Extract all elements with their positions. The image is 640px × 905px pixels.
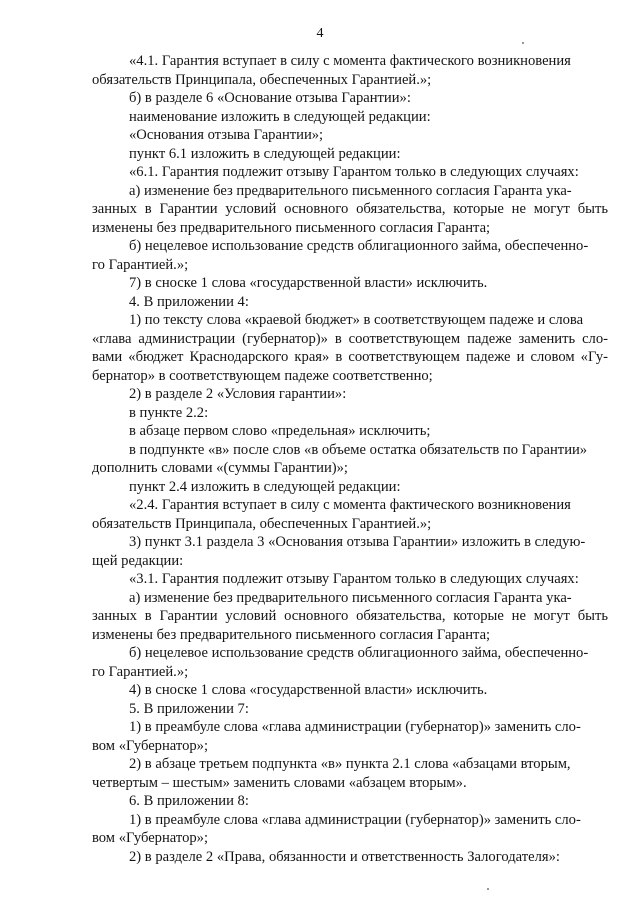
text-line: 2) в абзаце третьем подпункта «в» пункта 2.1 слова «абзацами вторым, — [129, 756, 571, 772]
text-line: вами «бюджет Краснодарского края» в соответствующем падеже и словом «Гу- — [92, 349, 608, 365]
text-line: 4) в сноске 1 слова «государственной власти» исключить. — [129, 682, 488, 698]
text-line: вом «Губернатор»; — [92, 737, 209, 754]
text-line: пункт 2.4 изложить в следующей редакции: — [129, 478, 401, 495]
text-line: занных в Гарантии условий основного обязательства, которые не могут быть — [92, 608, 608, 624]
text-line: «6.1. Гарантия подлежит отзыву Гарантом только в следующих случаях: — [129, 164, 579, 180]
scan-speck — [522, 42, 524, 44]
text-line: б) нецелевое использование средств облигационного займа, обеспеченно- — [129, 645, 589, 661]
text-line: «3.1. Гарантия подлежит отзыву Гарантом только в следующих случаях: — [129, 571, 579, 587]
scan-speck — [487, 888, 489, 890]
text-line: обязательств Принципала, обеспеченных Гарантией.»; — [92, 71, 432, 88]
text-line: 2) в разделе 2 «Условия гарантии»: — [129, 386, 347, 402]
text-line: 3) пункт 3.1 раздела 3 «Основания отзыва Гарантии» изложить в следую- — [129, 534, 586, 550]
page-number: 4 — [316, 26, 324, 41]
text-line: 1) по тексту слова «краевой бюджет» в соответствующем падеже и слова — [129, 312, 584, 328]
text-line: 4. В приложении 4: — [129, 293, 249, 310]
text-line: го Гарантией.»; — [92, 663, 189, 680]
text-line: в пункте 2.2: — [129, 404, 209, 421]
text-line: «глава администрации (губернатор)» в соответствующем падеже заменить сло- — [92, 330, 608, 347]
text-line: 1) в преамбуле слова «глава администрации (губернатор)» заменить сло- — [129, 811, 581, 828]
text-line: бернатор» в соответствующем падеже соответственно; — [92, 367, 433, 384]
text-line: наименование изложить в следующей редакции: — [129, 108, 431, 125]
text-line: пункт 6.1 изложить в следующей редакции: — [129, 145, 401, 162]
text-line: обязательств Принципала, обеспеченных Гарантией.»; — [92, 515, 432, 532]
text-line: 5. В приложении 7: — [129, 700, 249, 717]
text-line: изменены без предварительного письменного согласия Гаранта; — [92, 626, 491, 643]
text-line: а) изменение без предварительного письменного согласия Гаранта ука- — [129, 589, 572, 606]
text-line: «4.1. Гарантия вступает в силу с момента фактического возникновения — [129, 53, 571, 69]
text-line: «Основания отзыва Гарантии»; — [129, 127, 324, 143]
text-line: 2) в разделе 2 «Права, обязанности и ответственность Залогодателя»: — [129, 848, 560, 865]
text-line: б) нецелевое использование средств облигационного займа, обеспеченно- — [129, 238, 589, 254]
text-line: 1) в преамбуле слова «глава администрации (губернатор)» заменить сло- — [129, 719, 581, 735]
text-line: щей редакции: — [92, 552, 184, 569]
text-line: вом «Губернатор»; — [92, 830, 209, 846]
text-line: дополнить словами «(суммы Гарантии)»; — [92, 460, 348, 476]
text-line: занных в Гарантии условий основного обязательства, которые не могут быть — [92, 201, 608, 217]
text-line: 7) в сноске 1 слова «государственной власти» исключить. — [129, 275, 488, 291]
text-line: изменены без предварительного письменного согласия Гаранта; — [92, 219, 491, 236]
text-line: а) изменение без предварительного письменного согласия Гаранта ука- — [129, 182, 572, 199]
text-line: го Гарантией.»; — [92, 256, 189, 273]
text-line: «2.4. Гарантия вступает в силу с момента фактического возникновения — [129, 497, 571, 513]
text-line: в абзаце первом слово «предельная» исключить; — [129, 423, 431, 439]
text-line: четвертым – шестым» заменить словами «абзацем вторым». — [92, 774, 467, 791]
text-line: 6. В приложении 8: — [129, 793, 249, 809]
text-line: в подпункте «в» после слов «в объеме остатка обязательств по Гарантии» — [129, 441, 588, 458]
text-line: б) в разделе 6 «Основание отзыва Гарантии»: — [129, 90, 411, 106]
